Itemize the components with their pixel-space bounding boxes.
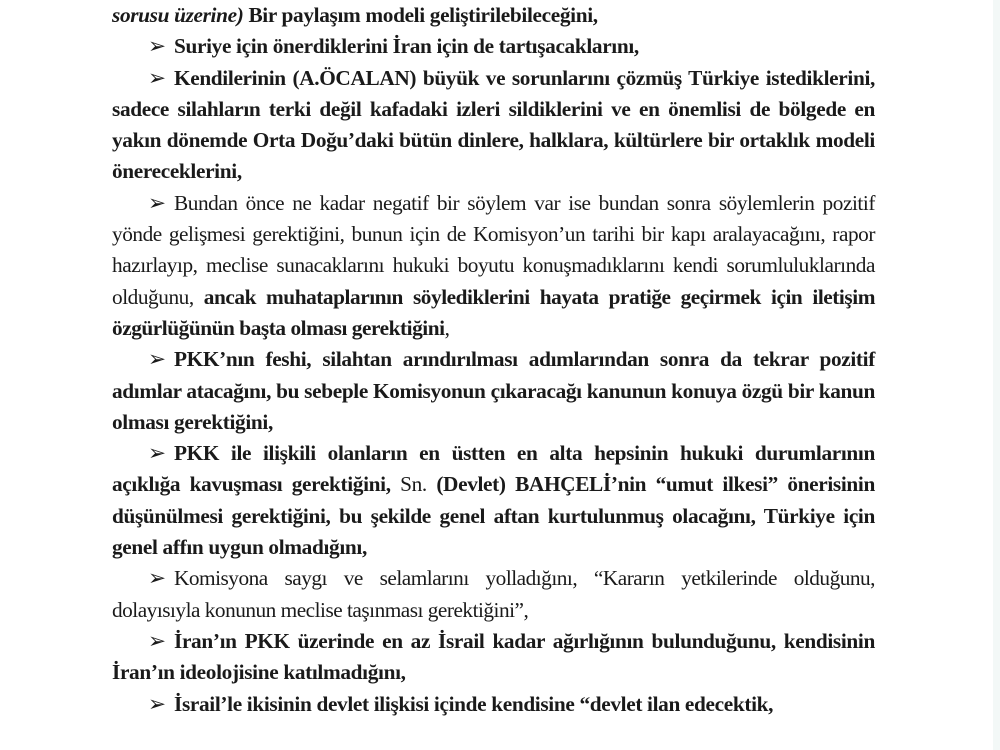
bullet-item-israil bbox=[112, 689, 875, 720]
bullet-text: İran’ın PKK üzerinde en az İsrail kadar ağırlığının bulunduğunu, kendisinin İran’ın ideolojisine katılmadığını, bbox=[112, 628, 875, 685]
bullet-text-tail: , bbox=[444, 315, 450, 340]
paragraph-continuation bbox=[112, 0, 875, 31]
bullet-text-a: PKK ile ilişkili olanların en üstten en alta hepsinin hukuki durumlarının açıklığa kavuşması gerektiğini, bbox=[112, 441, 875, 497]
bullet-text-sn: Sn. bbox=[400, 472, 427, 497]
continuation-text: Bir paylaşım modeli geliştirilebileceğini, bbox=[243, 3, 598, 27]
bullet-text-regular: Bundan önce ne kadar negatif bir söylem var ise bundan sonra söylemlerin pozitif yönde gelişmesi gerektiğini, bunun için de Komisyon’un tarihi bir kapı aralayacağını, rapor hazırlayıp, meclise sunacaklarını hukuki boyutu konuşmadıklarını kendi sorumluluklarında olduğunu, bbox=[112, 190, 875, 309]
bullet-item-bundan-once bbox=[112, 188, 875, 344]
document-body bbox=[112, 0, 875, 720]
arrow-bullet-icon: ➢ bbox=[148, 65, 166, 90]
arrow-bullet-icon: ➢ bbox=[148, 566, 166, 591]
bullet-item-kendilerinin bbox=[112, 63, 875, 188]
bullet-item-suriye bbox=[112, 31, 875, 62]
bullet-text: Komisyona saygı ve selamlarını yolladığını, “Kararın yetkilerinde olduğunu, dolayısıyla konunun meclise taşınması gerektiğini”, bbox=[112, 566, 875, 622]
bullet-text: İsrail’le ikisinin devlet ilişkisi içinde kendisine “devlet ilan edecektik, bbox=[174, 691, 774, 716]
bullet-text-c: (Devlet) BAHÇELİ’nin “umut ilkesi” önerisinin düşünülmesi gerektiğini, bu şekilde genel aftan kurtulunmuş olacağını, Türkiye için genel affın uygun olmadığını, bbox=[112, 472, 875, 560]
page-edge bbox=[993, 0, 1000, 750]
arrow-bullet-icon: ➢ bbox=[148, 190, 166, 215]
arrow-bullet-icon: ➢ bbox=[148, 691, 166, 716]
italic-prefix: sorusu üzerine) bbox=[112, 3, 244, 27]
arrow-bullet-icon: ➢ bbox=[148, 628, 166, 653]
bullet-item-pkk-iliskili bbox=[112, 438, 875, 563]
bullet-text: PKK’nın feshi, silahtan arındırılması adımlarından sonra da tekrar pozitif adımlar atacağını, bu sebeple Komisyonun çıkaracağı kanunun konuya özgü bir kanun olması gerektiğini, bbox=[112, 347, 875, 434]
bullet-text: Kendilerinin (A.ÖCALAN) büyük ve sorunlarını çözmüş Türkiye istediklerini, sadece silahların terki değil kafadaki izleri sildiklerini ve en önemlisi de bölgede en yakın dönemde Orta Doğu’daki bütün dinlere, halklara, kültürlere bir ortaklık modeli önereceklerini, bbox=[112, 65, 875, 184]
arrow-bullet-icon: ➢ bbox=[148, 347, 166, 372]
bullet-text: Suriye için önerdiklerini İran için de tartışacaklarını, bbox=[174, 34, 639, 59]
bullet-text-bold: ancak muhataplarının söylediklerini hayata pratiğe geçirmek için iletişim özgürlüğünün başta olması gerektiğini bbox=[112, 284, 875, 340]
bullet-item-pkk-feshi bbox=[112, 344, 875, 438]
bullet-item-iran-pkk bbox=[112, 626, 875, 689]
arrow-bullet-icon: ➢ bbox=[148, 441, 166, 466]
arrow-bullet-icon: ➢ bbox=[148, 34, 166, 59]
bullet-item-komisyona bbox=[112, 563, 875, 626]
